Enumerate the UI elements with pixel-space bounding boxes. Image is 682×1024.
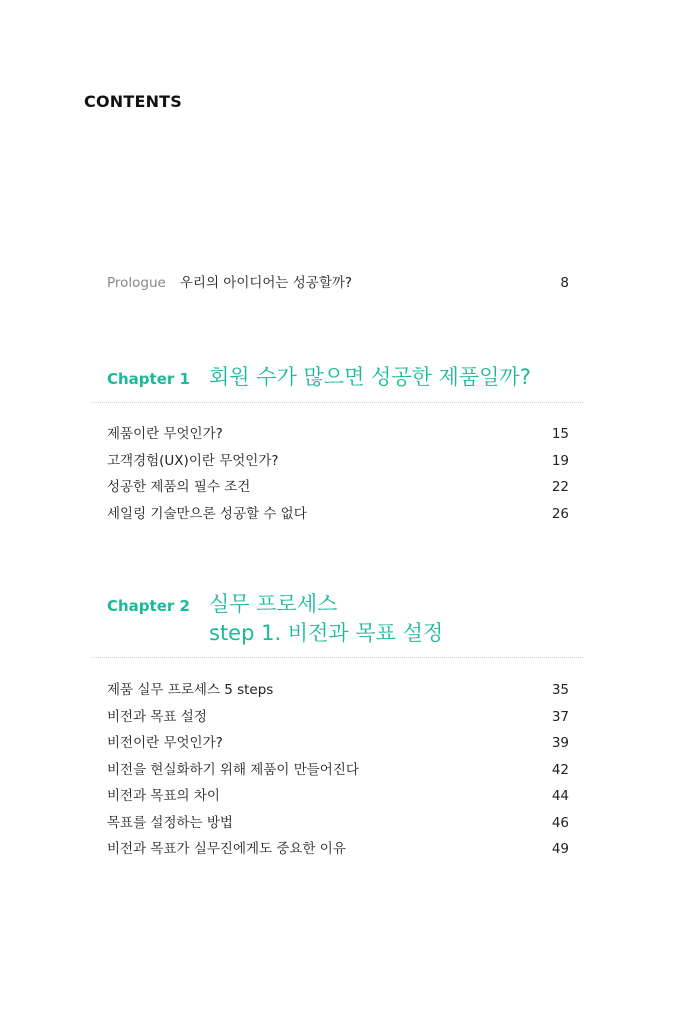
toc-entry-title: 제품이란 무엇인가? — [107, 426, 223, 442]
chapter-2-divider — [92, 657, 583, 658]
chapter-label: Chapter 1 — [107, 370, 190, 388]
chapter-title — [209, 590, 443, 648]
prologue-entry[interactable] — [107, 271, 569, 291]
chapter-1-entries — [107, 422, 569, 528]
toc-entry[interactable] — [107, 502, 569, 529]
toc-entry-title: 목표를 설정하는 방법 — [107, 814, 233, 831]
toc-entry-page: 37 — [551, 708, 569, 725]
prologue-label: Prologue — [107, 275, 166, 291]
toc-entry[interactable] — [107, 449, 569, 476]
prologue-title: 우리의 아이디어는 성공할까? — [179, 275, 353, 291]
toc-entry-title: 고객경험(UX)이란 무엇인가? — [107, 452, 279, 469]
toc-entry-title: 비전과 목표 설정 — [107, 708, 207, 725]
toc-entry-page: 44 — [551, 788, 569, 804]
toc-entry-title: 세일링 기술만으론 성공할 수 없다 — [107, 505, 307, 522]
toc-entry-page: 26 — [551, 505, 569, 522]
toc-entry-title: 제품 실무 프로세스 5 steps — [107, 682, 274, 698]
toc-entry[interactable] — [107, 784, 569, 811]
toc-entry[interactable] — [107, 811, 569, 838]
chapter-title — [209, 363, 531, 392]
toc-entry-page: 39 — [551, 735, 569, 751]
toc-entry-title: 성공한 제품의 필수 조건 — [107, 479, 251, 495]
toc-entry[interactable] — [107, 422, 569, 449]
toc-entry-title: 비전이란 무엇인가? — [107, 735, 223, 751]
toc-entry[interactable] — [107, 475, 569, 502]
toc-entry-page: 49 — [551, 841, 569, 857]
toc-entry-title: 비전과 목표의 차이 — [107, 788, 220, 804]
toc-entry[interactable] — [107, 837, 569, 864]
chapter-title-line: 실무 프로세스 — [209, 592, 338, 616]
prologue-page: 8 — [560, 275, 569, 291]
toc-entry-page: 19 — [551, 452, 569, 469]
chapter-2-header — [107, 590, 583, 648]
chapter-label: Chapter 2 — [107, 597, 190, 615]
chapter-1-header — [107, 363, 583, 392]
contents-title: CONTENTS — [84, 92, 183, 111]
toc-entry-page: 42 — [551, 761, 569, 778]
toc-entry-page: 15 — [551, 426, 569, 442]
chapter-2-entries — [107, 678, 569, 864]
toc-entry-page: 46 — [551, 814, 569, 831]
toc-entry[interactable] — [107, 758, 569, 785]
toc-entry[interactable] — [107, 731, 569, 758]
toc-entry-title: 비전을 현실화하기 위해 제품이 만들어진다 — [107, 761, 359, 778]
chapter-1-divider — [92, 402, 583, 403]
chapter-title-line: step 1. 비전과 목표 설정 — [209, 621, 444, 645]
toc-entry-title: 비전과 목표가 실무진에게도 중요한 이유 — [107, 841, 346, 857]
toc-entry[interactable] — [107, 705, 569, 732]
chapter-title-line: 회원 수가 많으면 성공한 제품일까? — [209, 365, 531, 389]
toc-entry-page: 22 — [551, 479, 569, 495]
toc-entry[interactable] — [107, 678, 569, 705]
toc-entry-page: 35 — [551, 682, 569, 698]
